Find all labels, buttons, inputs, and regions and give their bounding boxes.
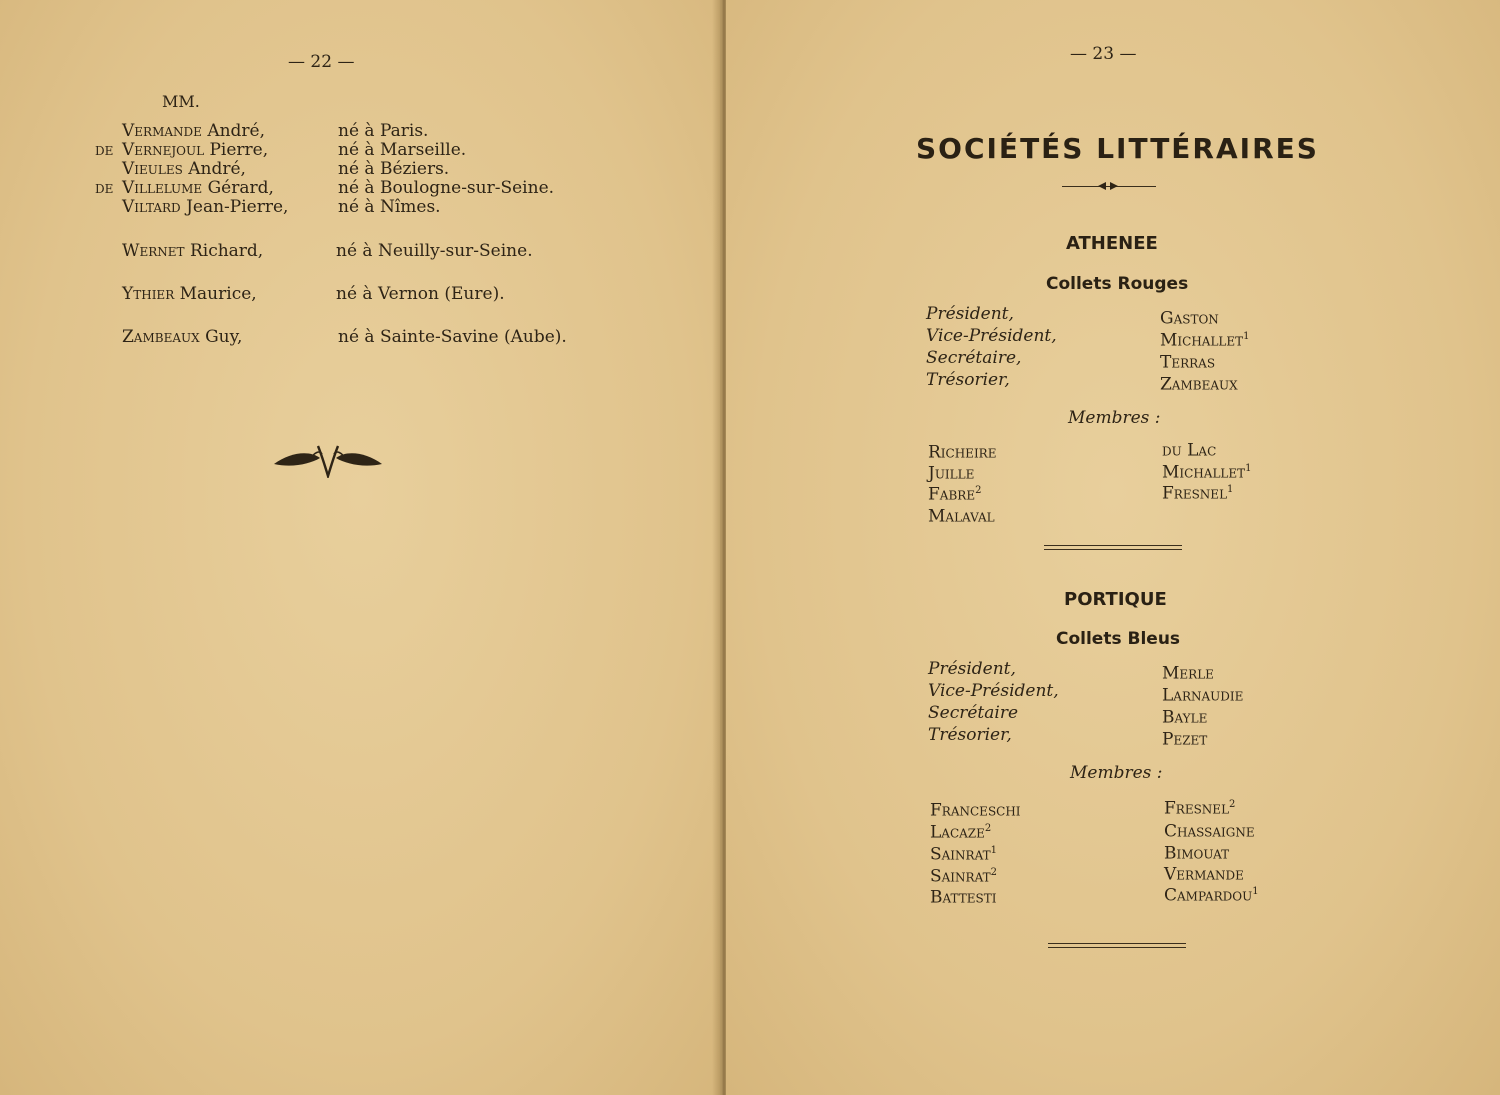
firstname: Pierre,	[209, 140, 269, 160]
surname: Villelume	[122, 178, 203, 198]
section-title: SOCIÉTÉS LITTÉRAIRES	[916, 132, 1319, 165]
birthplace: né à Nîmes.	[338, 197, 441, 217]
birthplace: né à Sainte-Savine (Aube).	[338, 327, 567, 347]
member-name-text: Michallet	[1162, 462, 1246, 483]
officer-name-text: Merle	[1162, 663, 1214, 684]
member-name-text: Fresnel	[1162, 483, 1228, 504]
member-name-text: Campardou	[1164, 885, 1253, 906]
page-number-23: — 23 —	[1070, 44, 1137, 64]
member-name-text: Sainrat	[930, 844, 991, 865]
member-name-text: Fresnel	[1164, 798, 1230, 819]
officer-role: Secrétaire	[928, 703, 1019, 723]
birthplace: né à Béziers.	[338, 159, 450, 179]
name-entry	[95, 141, 268, 160]
surname: Wernet	[122, 241, 185, 261]
name-entry	[95, 122, 265, 141]
society-name-athenee: ATHENEE	[1066, 233, 1158, 254]
birthplace: né à Marseille.	[338, 140, 467, 160]
surname: Ythier	[122, 284, 175, 304]
member-name	[930, 841, 997, 865]
member-name	[1162, 480, 1233, 504]
member-name-text: Vermande	[1164, 864, 1244, 885]
footnote-marker: 2	[975, 485, 982, 496]
members-label-athenee: Membres :	[1068, 408, 1161, 428]
section-divider	[1048, 943, 1186, 948]
member-name-text: Malaval	[928, 506, 995, 527]
members-label-portique: Membres :	[1070, 763, 1163, 783]
name-prefix: de	[95, 140, 114, 160]
member-name	[1164, 818, 1255, 842]
officer-role: Président,	[926, 304, 1014, 324]
officer-name-text: Michallet	[1160, 330, 1244, 351]
member-name	[928, 481, 981, 505]
name-entry	[95, 285, 257, 304]
footnote-marker: 1	[990, 845, 997, 856]
member-name	[1162, 437, 1216, 461]
firstname: Richard,	[189, 241, 264, 261]
name-entry	[95, 160, 246, 179]
officer-name	[1160, 349, 1215, 373]
member-name-text: Lacaze	[930, 822, 985, 843]
officer-name	[1160, 305, 1219, 329]
footnote-marker: 1	[1227, 484, 1234, 495]
officer-name-text: Zambeaux	[1160, 374, 1238, 395]
member-name-text: du Lac	[1162, 440, 1217, 461]
footnote-marker: 2	[1229, 799, 1236, 810]
member-name	[930, 797, 1021, 821]
member-name-text: Chassaigne	[1164, 821, 1255, 842]
society-subtitle-portique: Collets Bleus	[1056, 629, 1181, 649]
member-name	[1164, 795, 1235, 819]
officer-name-text: Terras	[1160, 352, 1216, 373]
member-name	[928, 503, 995, 527]
officer-name	[1162, 660, 1214, 684]
surname: Vernejoul	[122, 140, 205, 160]
officer-role: Président,	[928, 659, 1016, 679]
officer-name	[1162, 682, 1243, 706]
member-name	[930, 819, 991, 843]
officer-name	[1162, 704, 1207, 728]
member-name-text: Juille	[928, 463, 975, 484]
name-entry	[95, 242, 263, 261]
footnote-marker: 1	[1245, 463, 1252, 474]
birthplace: né à Boulogne-sur-Seine.	[338, 178, 555, 198]
fleuron-ornament-icon	[270, 438, 386, 478]
firstname: Gérard,	[207, 178, 274, 198]
officer-name-text: Larnaudie	[1162, 685, 1244, 706]
firstname: Maurice,	[179, 284, 257, 304]
member-name-text: Richeire	[928, 442, 997, 463]
firstname: André,	[207, 121, 266, 141]
section-divider	[1044, 545, 1182, 550]
footnote-marker: 1	[1243, 331, 1250, 342]
birthplace: né à Paris.	[338, 121, 429, 141]
firstname: Jean-Pierre,	[186, 197, 289, 217]
name-entry	[95, 328, 242, 347]
surname: Zambeaux	[122, 327, 200, 347]
officer-name	[1162, 726, 1207, 750]
officer-name-text: Pezet	[1162, 729, 1208, 750]
officer-role: Trésorier,	[926, 370, 1010, 390]
birthplace: né à Vernon (Eure).	[336, 284, 505, 304]
surname: Vieules	[122, 159, 183, 179]
society-name-portique: PORTIQUE	[1064, 589, 1167, 610]
officer-role: Secrétaire,	[926, 348, 1022, 368]
footnote-marker: 2	[984, 823, 992, 834]
name-prefix: de	[95, 178, 114, 198]
society-subtitle-athenee: Collets Rouges	[1046, 274, 1189, 294]
member-name-text: Sainrat	[930, 866, 991, 887]
officer-role: Trésorier,	[928, 725, 1012, 745]
officer-role: Vice-Président,	[926, 326, 1057, 346]
name-entry	[95, 179, 274, 198]
footnote-marker: 1	[1252, 886, 1259, 897]
birthplace: né à Neuilly-sur-Seine.	[336, 241, 533, 261]
member-name-text: Fabre	[928, 484, 976, 505]
officer-name	[1160, 327, 1250, 351]
member-name	[930, 884, 996, 908]
member-name-text: Bimouat	[1164, 843, 1230, 864]
member-name-text: Franceschi	[930, 800, 1021, 821]
firstname: Guy,	[205, 327, 243, 347]
member-name-text: Battesti	[930, 887, 997, 908]
right-page	[726, 0, 1500, 1095]
mm-label: MM.	[162, 92, 200, 111]
footnote-marker: 2	[990, 867, 997, 878]
officer-name	[1160, 371, 1238, 395]
member-name	[1164, 882, 1259, 906]
officer-name-text: Bayle	[1162, 707, 1208, 728]
firstname: André,	[188, 159, 246, 179]
bowtie-ornament-icon	[1096, 180, 1120, 192]
name-entry	[95, 198, 288, 217]
officer-role: Vice-Président,	[928, 681, 1059, 701]
surname: Vermande	[122, 121, 202, 141]
left-page	[0, 0, 720, 1095]
surname: Viltard	[122, 197, 181, 217]
page-number-22: — 22 —	[288, 52, 355, 72]
officer-name-text: Gaston	[1160, 308, 1219, 329]
